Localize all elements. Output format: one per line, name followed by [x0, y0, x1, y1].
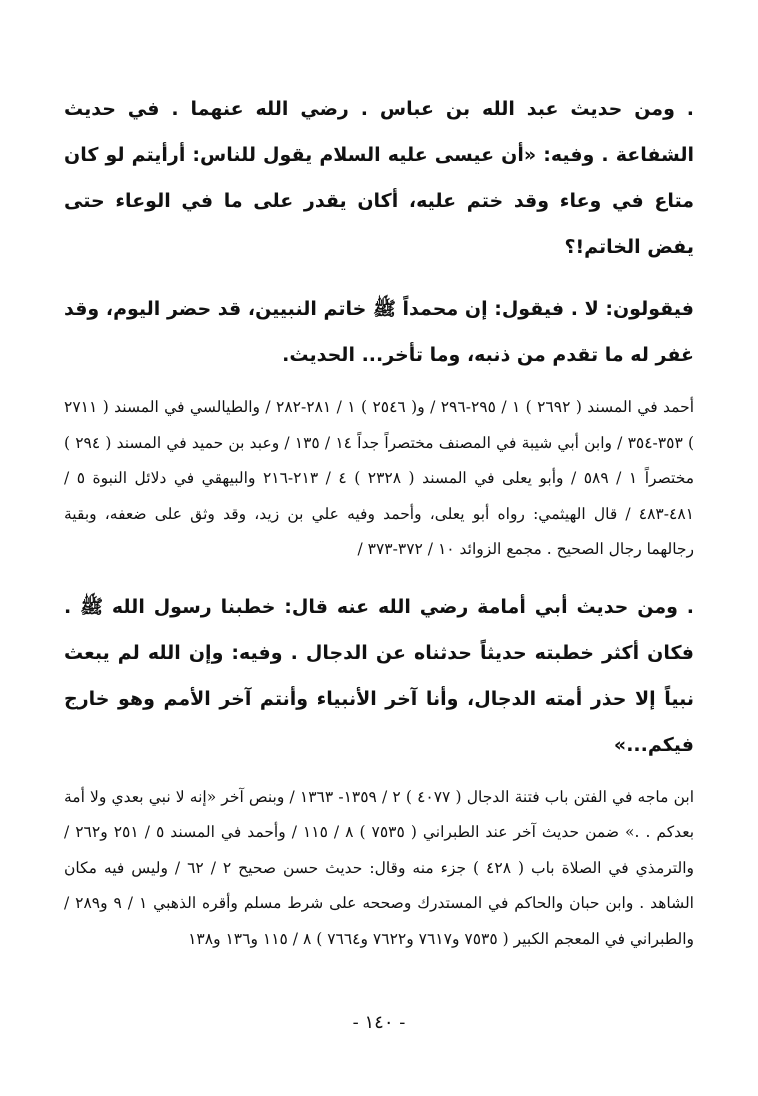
ibn-abbas-references: أحمد في المسند ( ٢٦٩٢ ) ١ / ٢٩٥-٢٩٦ / و( ٢٥٤٦ ) ١ / ٢٨١-٢٨٢ / والطيالسي في المسند ( ٢٧١١ ) ٣٥٣-٣٥٤ / وابن أبي شيبة في المصنف مختصراً جداً ١٤ / ١٣٥ / وعبد بن حميد في المسند ( ٢٩٤ ) مختصراً ١ / ٥٨٩ / وأبو يعلى في المسند ( ٢٣٢٨ ) ٤ / ٢١٣-٢١٦ والبيهقي في دلائل النبوة ٥ / ٤٨١-٤٨٣ / قال الهيثمي: رواه أبو يعلى، وأحمد وفيه علي بن زيد، وقد وثق على ضعفه، وبقية رجالهما رجال الصحيح . مجمع الزوائد ١٠ / ٣٧٢-٣٧٣ /	[64, 398, 695, 558]
abi-umama-references: ابن ماجه في الفتن باب فتنة الدجال ( ٤٠٧٧ ) ٢ / ١٣٥٩- ١٣٦٣ / وبنص آخر «إنه لا نبي بعدي ولا أمة بعدكم . .» ضمن حديث آخر عند الطبراني ( ٧٥٣٥ ) ٨ / ١١٥ / وأحمد في المسند ٥ / ٢٥١ و٢٦٢ / والترمذي في الصلاة باب ( ٤٢٨ ) جزء منه وقال: حديث حسن صحيح ٢ / ٦٢ / وليس فيه مكان الشاهد . وابن حبان والحاكم في المستدرك وصححه على شرط مسلم وأقره الذهبي ١ / ٩ و٢٨٩ / والطبراني في المعجم الكبير ( ٧٥٣٥ و٧٦١٧ و٧٦٢٢ و٧٦٦٤ ) ٨ / ١١٥ و١٣٦ و١٣٨	[64, 787, 695, 948]
hadith-abi-umama-paragraph: . ومن حديث أبي أمامة رضي الله عنه قال: خطبنا رسول الله ﷺ . فكان أكثر خطبته حديثاً حدثناه عن الدجال . وفيه: وإن الله لم يبعث نبياً إلا حذر أمته الدجال، وأنا آخر الأنبياء وأنتم آخر الأمم وهو خارج فيكم...»	[64, 595, 694, 756]
page-number: - ١٤٠ -	[352, 1012, 406, 1033]
page-content	[64, 86, 694, 957]
hadith-ibn-abbas-paragraph: . ومن حديث عبد الله بن عباس . رضي الله عنهما . في حديث الشفاعة . وفيه: «أن عيسى عليه السلام يقول للناس: أرأيتم لو كان متاع في وعاء وقد ختم عليه، أكان يقدر على ما في الوعاء حتى يفض الخاتم!؟	[64, 98, 694, 258]
hadith-ibn-abbas-continuation: فيقولون: لا . فيقول: إن محمداً ﷺ خاتم النبيين، قد حضر اليوم، وقد غفر له ما تقدم من ذنبه، وما تأخر... الحديث.	[64, 298, 694, 366]
